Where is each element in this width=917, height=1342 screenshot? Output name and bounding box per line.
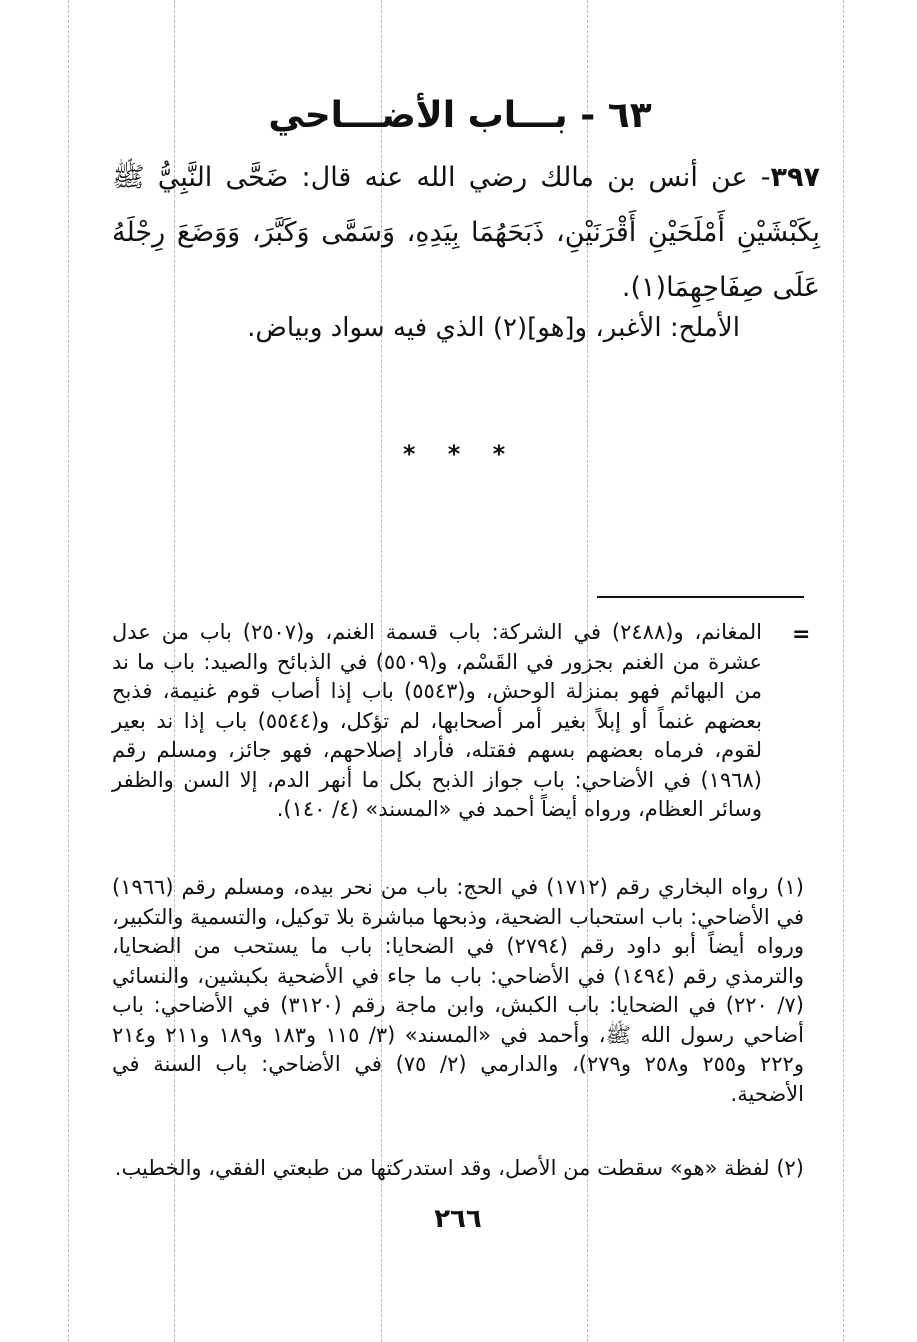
footnote-1-marker: (١) (776, 875, 804, 899)
footnote-2-marker: (٢) (776, 1156, 804, 1180)
hadith-number: ٣٩٧ (770, 162, 820, 193)
chapter-heading: ٦٣ - بـــاب الأضـــاحي (268, 95, 652, 136)
footnote-continued: المغانم، و(٢٤٨٨) في الشركة: باب قسمة الغنم، و(٢٥٠٧) باب من عدل عشرة من الغنم بجزور في القَسْم، و(٥٥٠٩) في الذبائح والصيد: باب ما ند من البهائم فهو بمنزلة الوحش، و(٥٥٤٣) باب إذا أصاب قوم غنيمة، فذبح بعضهم غنماً أو إبلاً بغير أمر أصحابها، لم تؤكل، و(٥٥٤٤) باب إذا ند بعير لقوم، فرماه بعضهم بسهم فقتله، فأراد إصلاحهم، فهو جائز، ومسلم رقم (١٩٦٨) في الأضاحي: باب جواز الذبح بكل ما أنهر الدم، إلا السن والظفر وسائر العظام، ورواه أيضاً أحمد في «المسند» (٤/ ١٤٠). (112, 620, 763, 821)
hadith-text (112, 150, 820, 315)
scan-line (843, 0, 844, 1342)
footnote-2-text: لفظة «هو» سقطت من الأصل، وقد استدركتها من طبعتي الفقي، والخطيب. (114, 1156, 770, 1180)
footnote-1 (112, 873, 804, 1109)
footnote-2 (112, 1154, 804, 1184)
hadith-body: - عن أنس بن مالك رضي الله عنه قال: ضَحَّى النَّبِيُّ ﷺ بِكَبْشَيْنِ أَمْلَحَيْنِ أَقْرَنَيْنِ، ذَبَحَهُمَا بِيَدِهِ، وَسَمَّى وَكَبَّرَ، وَوَضَعَ رِجْلَهُ عَلَى صِفَاحِهِمَا(١). (112, 162, 820, 303)
word-gloss: الأملح: الأغبر، و[هو](٢) الذي فيه سواد وبياض. (247, 313, 740, 343)
continuation-mark: = (792, 622, 811, 647)
section-separator: * * * (402, 440, 518, 468)
footnote-divider (597, 596, 804, 598)
scan-line (68, 0, 69, 1342)
page-number: ٢٦٦ (434, 1204, 482, 1234)
footnote-1-text: رواه البخاري رقم (١٧١٢) في الحج: باب من نحر بيده، ومسلم رقم (١٩٦٦) في الأضاحي: باب استحباب الضحية، وذبحها مباشرة بلا توكيل، والتسمية والتكبير، ورواه أيضاً أبو داود رقم (٢٧٩٤) في الضحايا: باب ما يستحب من الضحايا، والترمذي رقم (١٤٩٤) في الأضاحي: باب ما جاء في الأضحية بكبشين، والنسائي (٧/ ٢٢٠) في الضحايا: باب الكبش، وابن ماجة رقم (٣١٢٠) في الأضاحي: باب أضاحي رسول الله ﷺ، وأحمد في «المسند» (٣/ ١١٥ و١٨٣ و١٨٩ و٢١١ و٢١٤ و٢٢٢ و٢٥٥ و٢٥٨ و٢٧٩)، والدارمي (٢/ ٧٥) في الأضاحي: باب السنة في الأضحية. (112, 875, 805, 1106)
